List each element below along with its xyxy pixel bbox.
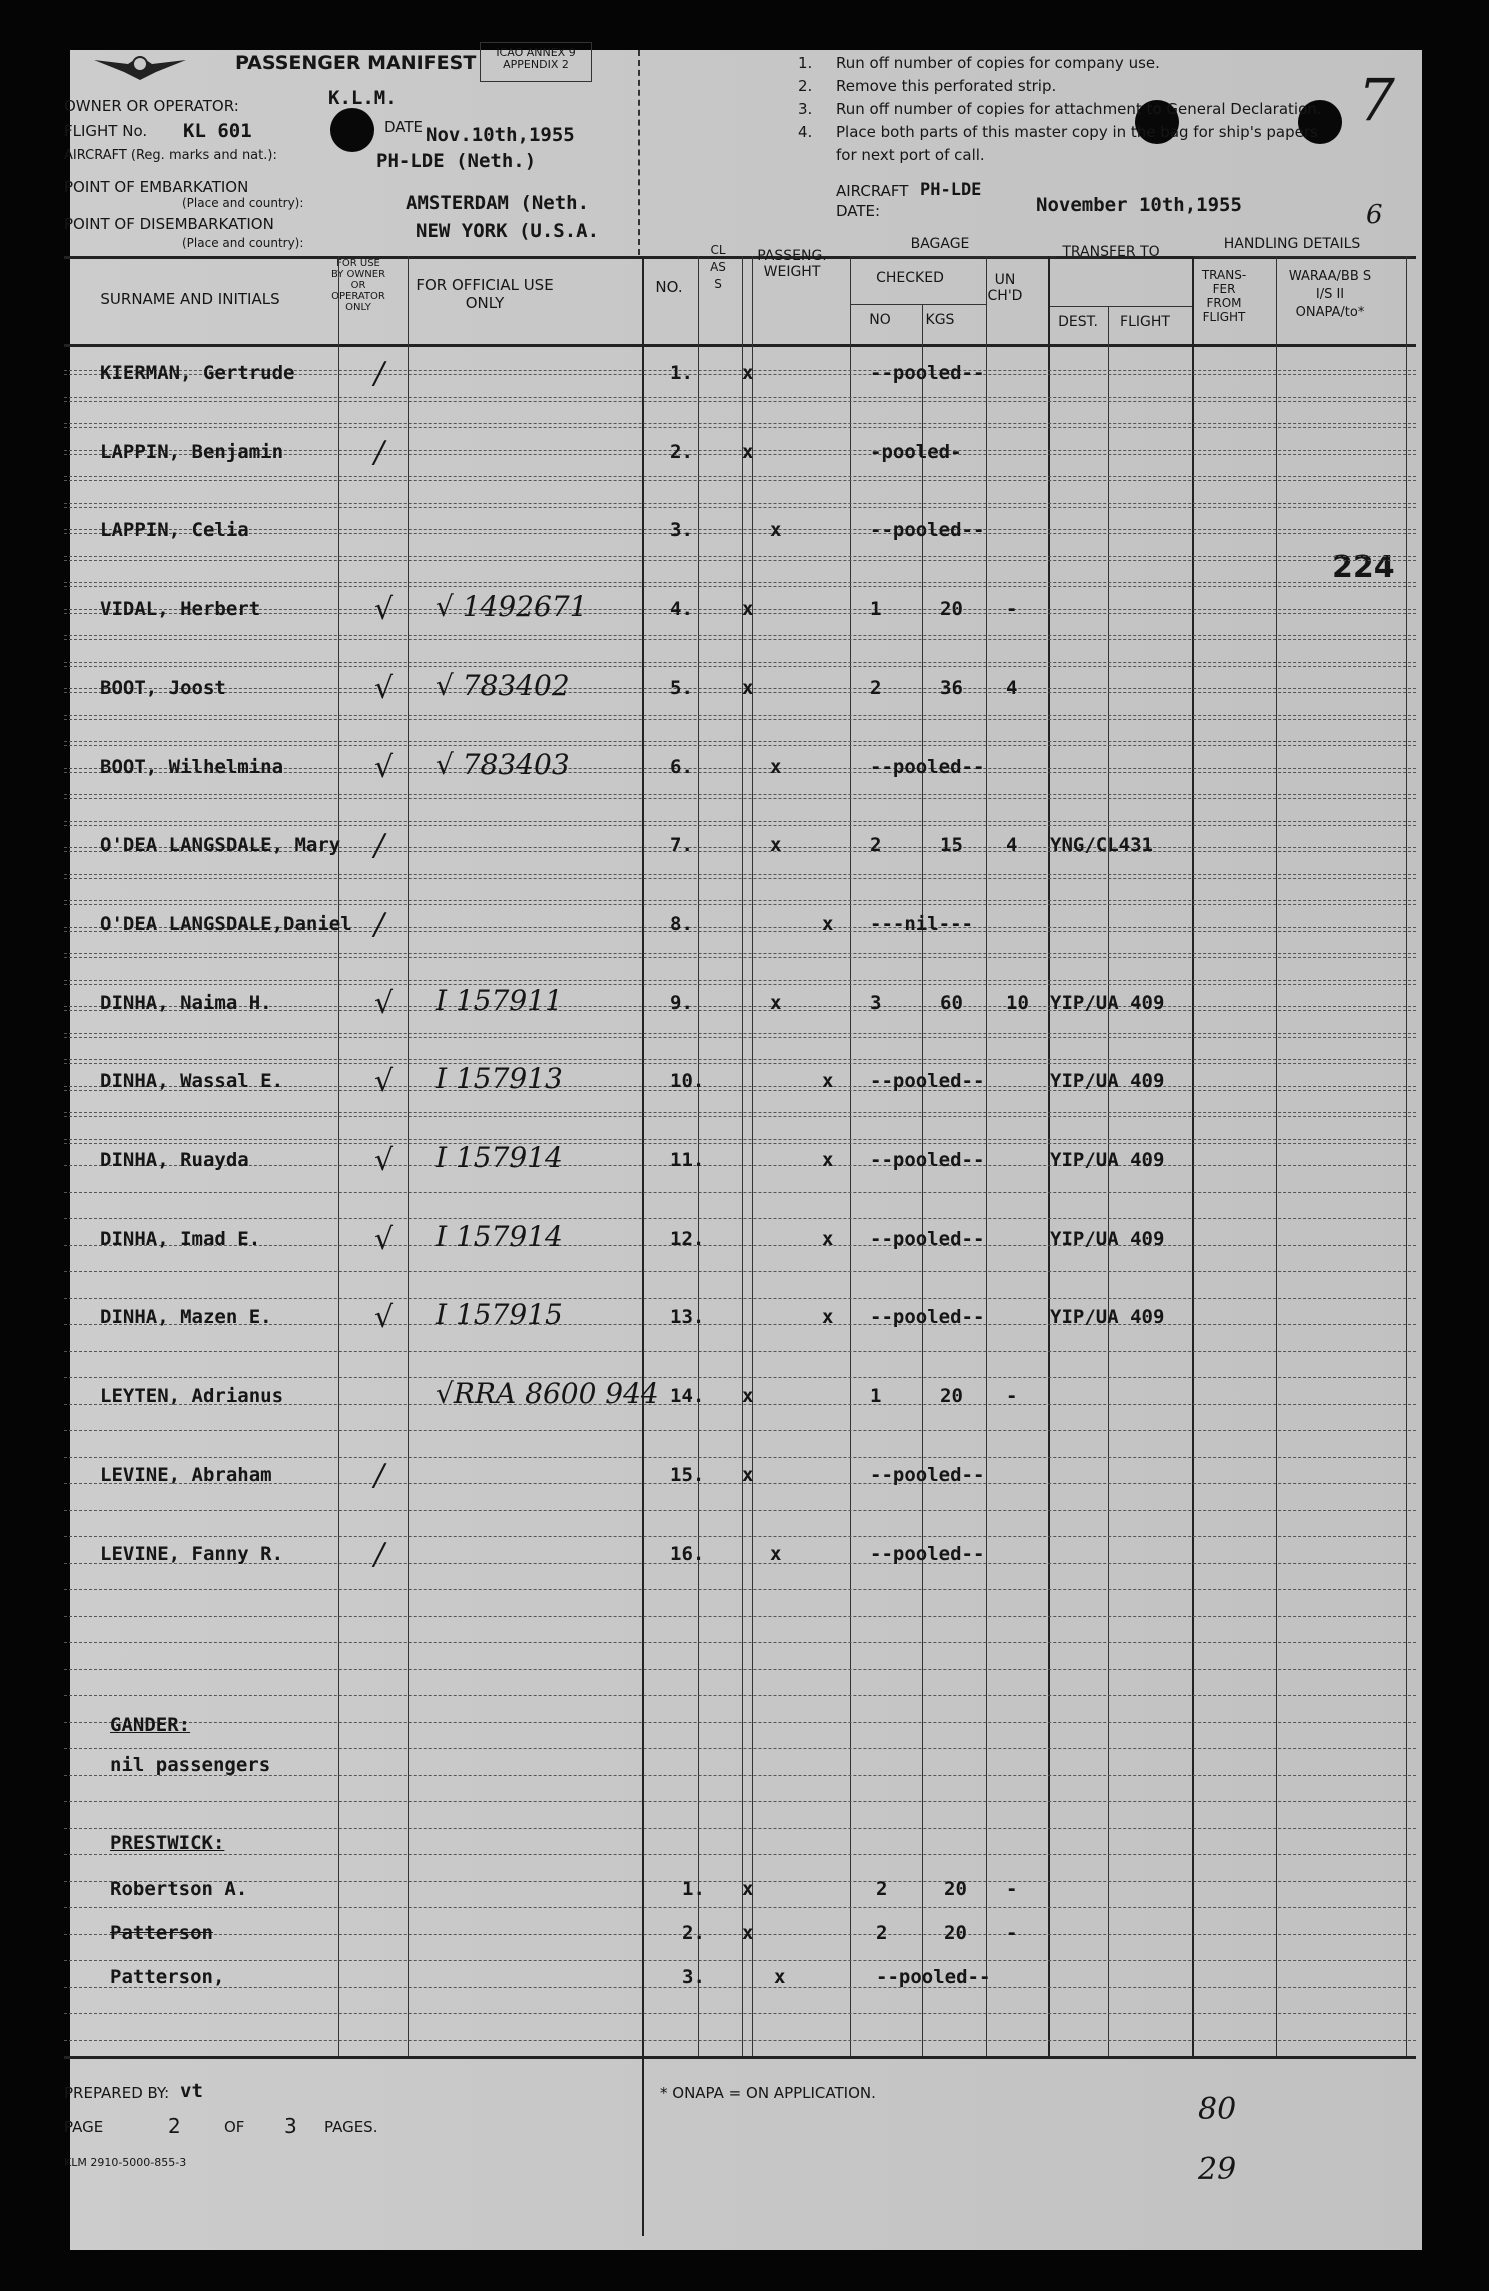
bag-kgs: --pooled-- [870,519,985,542]
bag-kgs: --pooled-- [870,1227,985,1250]
strip-aircraft-value: PH-LDE [920,180,982,200]
prepared-label: PREPARED BY: [64,2084,170,2102]
instruction-number: 3. [798,100,813,118]
row-guide-line [64,2013,1416,2014]
col-weight: PASSENG. WEIGHT [757,248,827,280]
handling-rule [1192,256,1412,258]
owner-check-mark: √ [374,1064,394,1100]
passenger-number: 1. [670,362,693,384]
row-guide-line [64,1960,1416,1961]
row-guide-line [64,1377,1416,1378]
passenger-number: 16. [670,1542,705,1565]
row-guide-line [64,609,1416,610]
gander-note: nil passengers [110,1754,271,1776]
bag-kgs: --pooled-- [870,1463,985,1486]
official-passport-number: I 157914 [436,1219,563,1253]
row-guide-line [64,1271,1416,1272]
row-guide-line [64,1218,1416,1219]
col-divider [642,256,644,2056]
col-surname: SURNAME AND INITIALS [100,290,280,308]
bag-kgs: ---nil--- [870,912,973,935]
weight-mark: x [770,755,782,778]
row-guide-line [64,1748,1416,1749]
row-guide-line [64,1059,1416,1060]
annex-line1: ICAO ANNEX 9 [496,46,576,59]
page-number: 2 [168,2114,181,2138]
weight-mark: x [742,598,754,621]
weight-mark: x [822,1306,834,1329]
weight-mark: x [742,362,754,384]
row-guide-line [64,1987,1416,1988]
col-divider [850,256,851,2056]
row-guide-line [64,825,1416,826]
corner-date-note: 6 [1366,200,1383,230]
row-guide-line [64,1801,1416,1802]
passenger-number: 2. [682,1922,705,1944]
col-waraa: WARAA/BB S I/S II ONAPA/to* [1288,269,1372,320]
page-label: PAGE [64,2118,104,2136]
col-divider [1406,256,1407,2056]
bag-count: 1 [870,1385,882,1408]
bag-kgs: 20 [940,1385,963,1408]
passenger-number: 6. [670,755,693,778]
weight-mark: x [742,1385,754,1408]
passenger-number: 10. [670,1070,705,1093]
row-guide-line [64,1589,1416,1590]
row-guide-line [64,1881,1416,1882]
official-passport-number: I 157914 [436,1141,563,1174]
row-guide-line [64,1934,1416,1935]
header-bottom-rule [64,344,1416,347]
row-guide-line [64,586,1416,587]
row-guide-line [64,688,1416,689]
passenger-number: 3. [670,519,693,542]
flight-value: KL 601 [183,120,252,142]
row-guide-line [64,1037,1416,1038]
passenger-number: 4. [670,598,693,621]
side-number-stamp: 224 [1332,550,1395,585]
transfer-destination: YIP/UA 409 [1050,1227,1165,1250]
bottom-note-1: 80 [1198,2092,1237,2127]
aircraft-value: PH-LDE (Neth.) [376,150,537,172]
passenger-name: VIDAL, Herbert [100,598,261,621]
form-code: KLM 2910-5000-855-3 [64,2156,187,2169]
row-guide-line [64,692,1416,693]
row-guide-line [64,980,1416,981]
row-guide-line [64,556,1416,557]
col-handling: HANDLING DETAILS [1223,236,1361,252]
unchecked-count: - [1006,1922,1018,1944]
owner-check-mark: / [374,356,385,391]
weight-mark: x [742,1878,754,1900]
owner-value: K.L.M. [328,87,397,109]
annex-line2: APPENDIX 2 [503,58,569,71]
bag-count: 3 [870,991,882,1014]
official-passport-number: √ 783402 [436,668,570,702]
instruction-number: 4. [798,123,813,141]
perforation-line [638,50,640,255]
row-guide-line [64,2040,1416,2041]
owner-check-mark: / [374,1536,385,1572]
unchecked-count: 4 [1006,834,1018,857]
passenger-number: 1. [682,1878,705,1900]
instruction-text: Place both parts of this master copy in the bag for ship's papers [836,123,1318,141]
row-guide-line [64,560,1416,561]
transfer-destination: YIP/UA 409 [1050,1070,1165,1093]
passenger-number: 9. [670,991,693,1014]
official-passport-number: I 157913 [436,1062,563,1096]
bag-kgs: 20 [944,1922,967,1944]
row-guide-line [64,662,1416,663]
row-guide-line [64,1642,1416,1643]
manifest-title: PASSENGER MANIFEST [235,52,477,74]
bag-kgs: --pooled-- [870,755,985,778]
passenger-name: Robertson A. [110,1878,248,1900]
row-guide-line [64,1695,1416,1696]
transfer-destination: YIP/UA 409 [1050,991,1165,1014]
col-owner-use: FOR USE BY OWNER OR OPERATOR ONLY [330,258,386,313]
row-guide-line [64,423,1416,424]
col-divider [986,256,987,2056]
row-guide-line [64,1063,1416,1064]
bagage-rule [850,256,1056,258]
bag-kgs: 20 [944,1878,967,1900]
row-guide-line [64,1139,1416,1140]
passenger-number: 15. [670,1463,705,1486]
row-guide-line [64,719,1416,720]
instruction-text: Run off number of copies for company use. [836,54,1160,72]
row-guide-line [64,1192,1416,1193]
row-guide-line [64,794,1416,795]
weight-mark: x [770,834,782,857]
strip-date-value: November 10th,1955 [1036,194,1242,216]
passenger-number: 14. [670,1385,705,1408]
owner-check-mark: √ [374,1221,394,1257]
row-guide-line [64,480,1416,481]
passenger-name: O'DEA LANGSDALE, Mary [100,834,341,857]
embark-sub: (Place and country): [182,196,304,210]
owner-check-mark: / [374,434,385,470]
col-divider [1276,256,1277,2056]
gander-heading: GANDER: [110,1714,191,1736]
col-transfer: TRANSFER TO [1062,244,1160,260]
transfer-destination: YNG/CL431 [1050,834,1153,857]
page-total: 3 [284,2114,297,2138]
official-passport-number: √ 783403 [436,747,570,781]
row-guide-line [64,1143,1416,1144]
col-checked-kgs: KGS [925,312,955,328]
row-guide-line [64,878,1416,879]
weight-mark: x [742,1463,754,1486]
of-label: OF [224,2118,245,2136]
owner-check-mark: √ [374,1300,394,1336]
official-passport-number: I 157911 [436,983,563,1017]
official-passport-number: √ 1492671 [436,590,588,624]
col-dest: DEST. [1058,314,1098,330]
row-guide-line [64,1510,1416,1511]
passenger-name: LAPPIN, Celia [100,519,249,542]
passenger-name: BOOT, Wilhelmina [100,755,284,778]
passenger-number: 12. [670,1227,705,1250]
col-divider [408,256,409,2056]
passenger-name: DINHA, Imad E. [100,1227,261,1250]
prestwick-heading: PRESTWICK: [110,1832,225,1854]
col-no: NO. [655,278,683,296]
weight-mark: x [742,440,754,463]
row-guide-line [64,582,1416,583]
date-label: DATE [384,118,424,136]
transfer-destination: YIP/UA 409 [1050,1149,1165,1171]
row-guide-line [64,1457,1416,1458]
passenger-name: LEVINE, Fanny R. [100,1542,284,1565]
row-guide-line [64,1165,1416,1166]
row-guide-line [64,984,1416,985]
col-divider [1192,256,1194,2056]
row-guide-line [64,745,1416,746]
passenger-name: BOOT, Joost [100,676,226,699]
bag-kgs: 15 [940,834,963,857]
instruction-number: 1. [798,54,813,72]
bag-count: 2 [870,676,882,699]
weight-mark: x [742,676,754,699]
owner-check-mark: √ [374,592,394,628]
weight-mark: x [742,1922,754,1944]
owner-check-mark: / [374,828,385,864]
unchecked-count: 10 [1006,991,1029,1014]
col-bagage: BAGAGE [910,236,970,252]
corner-note: 7 [1358,66,1395,134]
bag-count: 2 [876,1878,888,1900]
passenger-name: LAPPIN, Benjamin [100,440,284,463]
row-guide-line [64,1116,1416,1117]
bottom-note-2: 29 [1198,2152,1237,2187]
row-guide-line [64,397,1416,398]
bag-kgs: 36 [940,676,963,699]
passenger-number: 13. [670,1306,705,1329]
pages-label: PAGES. [324,2118,378,2136]
weight-mark: x [822,912,834,935]
disembark-value: NEW YORK (U.S.A. [416,220,600,242]
col-transfer-from: TRANS- FER FROM FLIGHT [1201,268,1247,324]
col-checked: CHECKED [876,270,944,286]
row-guide-line [64,1430,1416,1431]
unchecked-count: 4 [1006,676,1018,699]
passenger-name: O'DEA LANGSDALE,Daniel [100,912,352,935]
strip-aircraft-label: AIRCRAFT [836,182,909,200]
col-official-use: FOR OFFICIAL USE ONLY [416,276,554,312]
passenger-number: 11. [670,1149,705,1171]
weight-mark: x [770,1542,782,1565]
col-flight: FLIGHT [1120,314,1170,330]
passenger-name: Patterson, [110,1966,225,1988]
manifest-sheet [64,46,1422,2250]
transfer-rule [1048,306,1192,307]
unchecked-count: - [1006,1385,1018,1408]
bag-kgs: 20 [940,598,963,621]
checked-rule [850,304,986,305]
row-guide-line [64,821,1416,822]
bag-kgs: --pooled-- [870,1306,985,1329]
row-guide-line [64,900,1416,901]
row-guide-line [64,533,1416,534]
instruction-text: for next port of call. [836,146,985,164]
unchecked-count: - [1006,1878,1018,1900]
passenger-number: 2. [670,440,693,463]
footer-top-rule [64,2056,1416,2059]
col-divider [1108,306,1109,2056]
bag-kgs: 60 [940,991,963,1014]
row-guide-line [64,476,1416,477]
col-unchd: UN CH'D [987,272,1023,304]
owner-check-mark: √ [374,749,394,785]
unchecked-count: - [1006,598,1018,621]
punch-hole [330,108,374,152]
row-guide-line [64,904,1416,905]
passenger-number: 5. [670,676,693,699]
owner-label: OWNER OR OPERATOR: [64,97,239,115]
instruction-text: Remove this perforated strip. [836,77,1057,95]
owner-check-mark: √ [374,670,394,706]
col-class: CLASS [710,243,726,291]
official-passport-number: √RRA 8600 944 [436,1377,659,1411]
passenger-name: DINHA, Naima H. [100,991,272,1014]
instruction-text: Run off number of copies for attachment to General Declaration. [836,100,1322,118]
official-passport-number: I 157915 [436,1298,563,1332]
bag-kgs: --pooled-- [870,1149,985,1171]
row-guide-line [64,401,1416,402]
row-guide-line [64,957,1416,958]
instruction-number: 2. [798,77,813,95]
col-divider [922,304,923,2056]
row-guide-line [64,715,1416,716]
prepared-value: vt [180,2080,203,2102]
disembark-label: POINT OF DISEMBARKATION [64,215,274,233]
weight-mark: x [822,1070,834,1093]
bag-kgs: --pooled-- [870,1070,985,1093]
passenger-name: DINHA, Mazen E. [100,1306,272,1329]
row-guide-line [64,1033,1416,1034]
col-checked-no: NO [869,312,891,328]
row-guide-line [64,798,1416,799]
passenger-name: LEVINE, Abraham [100,1463,272,1486]
annex-box [480,42,592,82]
aircraft-label: AIRCRAFT (Reg. marks and nat.): [64,148,277,163]
row-guide-line [64,666,1416,667]
row-guide-line [64,1112,1416,1113]
row-guide-line [64,1536,1416,1537]
bag-count: 1 [870,598,882,621]
row-guide-line [64,1669,1416,1670]
embark-value: AMSTERDAM (Neth. [406,192,590,214]
row-guide-line [64,427,1416,428]
weight-mark: x [770,991,782,1014]
passenger-number: 7. [670,834,693,857]
weight-mark: x [822,1149,834,1171]
row-guide-line [64,1828,1416,1829]
klm-wings-logo-icon [90,50,190,86]
bag-kgs: -pooled- [870,440,962,463]
weight-mark: x [822,1227,834,1250]
row-guide-line [64,1351,1416,1352]
transfer-destination: YIP/UA 409 [1050,1306,1165,1329]
owner-check-mark: / [374,1457,385,1493]
row-guide-line [64,1854,1416,1855]
passenger-name: Patterson [110,1922,213,1944]
row-guide-line [64,741,1416,742]
row-guide-line [64,635,1416,636]
row-guide-line [64,953,1416,954]
row-guide-line [64,1245,1416,1246]
row-guide-line [64,874,1416,875]
strip-date-label: DATE: [836,202,881,220]
row-guide-line [64,503,1416,504]
row-guide-line [64,613,1416,614]
bag-count: 2 [876,1922,888,1944]
row-guide-line [64,1722,1416,1723]
col-divider [338,256,339,2056]
row-guide-line [64,507,1416,508]
row-guide-line [64,639,1416,640]
owner-check-mark: √ [374,985,394,1021]
passenger-name: DINHA, Ruayda [100,1149,249,1171]
owner-check-mark: √ [374,1143,394,1178]
bag-count: 2 [870,834,882,857]
date-value: Nov.10th,1955 [426,124,575,146]
weight-mark: x [774,1966,786,1988]
col-divider [742,256,743,2056]
flight-label: FLIGHT No. [64,122,148,140]
embark-label: POINT OF EMBARKATION [64,178,249,196]
footer-divider [642,2056,644,2236]
bag-kgs: --pooled-- [870,362,985,384]
onapa-note: * ONAPA = ON APPLICATION. [660,2084,876,2102]
passenger-name: KIERMAN, Gertrude [100,362,295,384]
row-guide-line [64,529,1416,530]
row-guide-line [64,1298,1416,1299]
row-guide-line [64,1907,1416,1908]
bag-kgs: --pooled-- [870,1542,985,1565]
col-divider [752,256,753,2056]
passenger-name: LEYTEN, Adrianus [100,1385,284,1408]
weight-mark: x [770,519,782,542]
passenger-number: 3. [682,1966,705,1988]
bag-kgs: --pooled-- [876,1966,991,1988]
owner-check-mark: / [374,906,385,942]
disembark-sub: (Place and country): [182,236,304,250]
passenger-number: 8. [670,912,693,935]
passenger-name: DINHA, Wassal E. [100,1070,284,1093]
row-guide-line [64,1616,1416,1617]
